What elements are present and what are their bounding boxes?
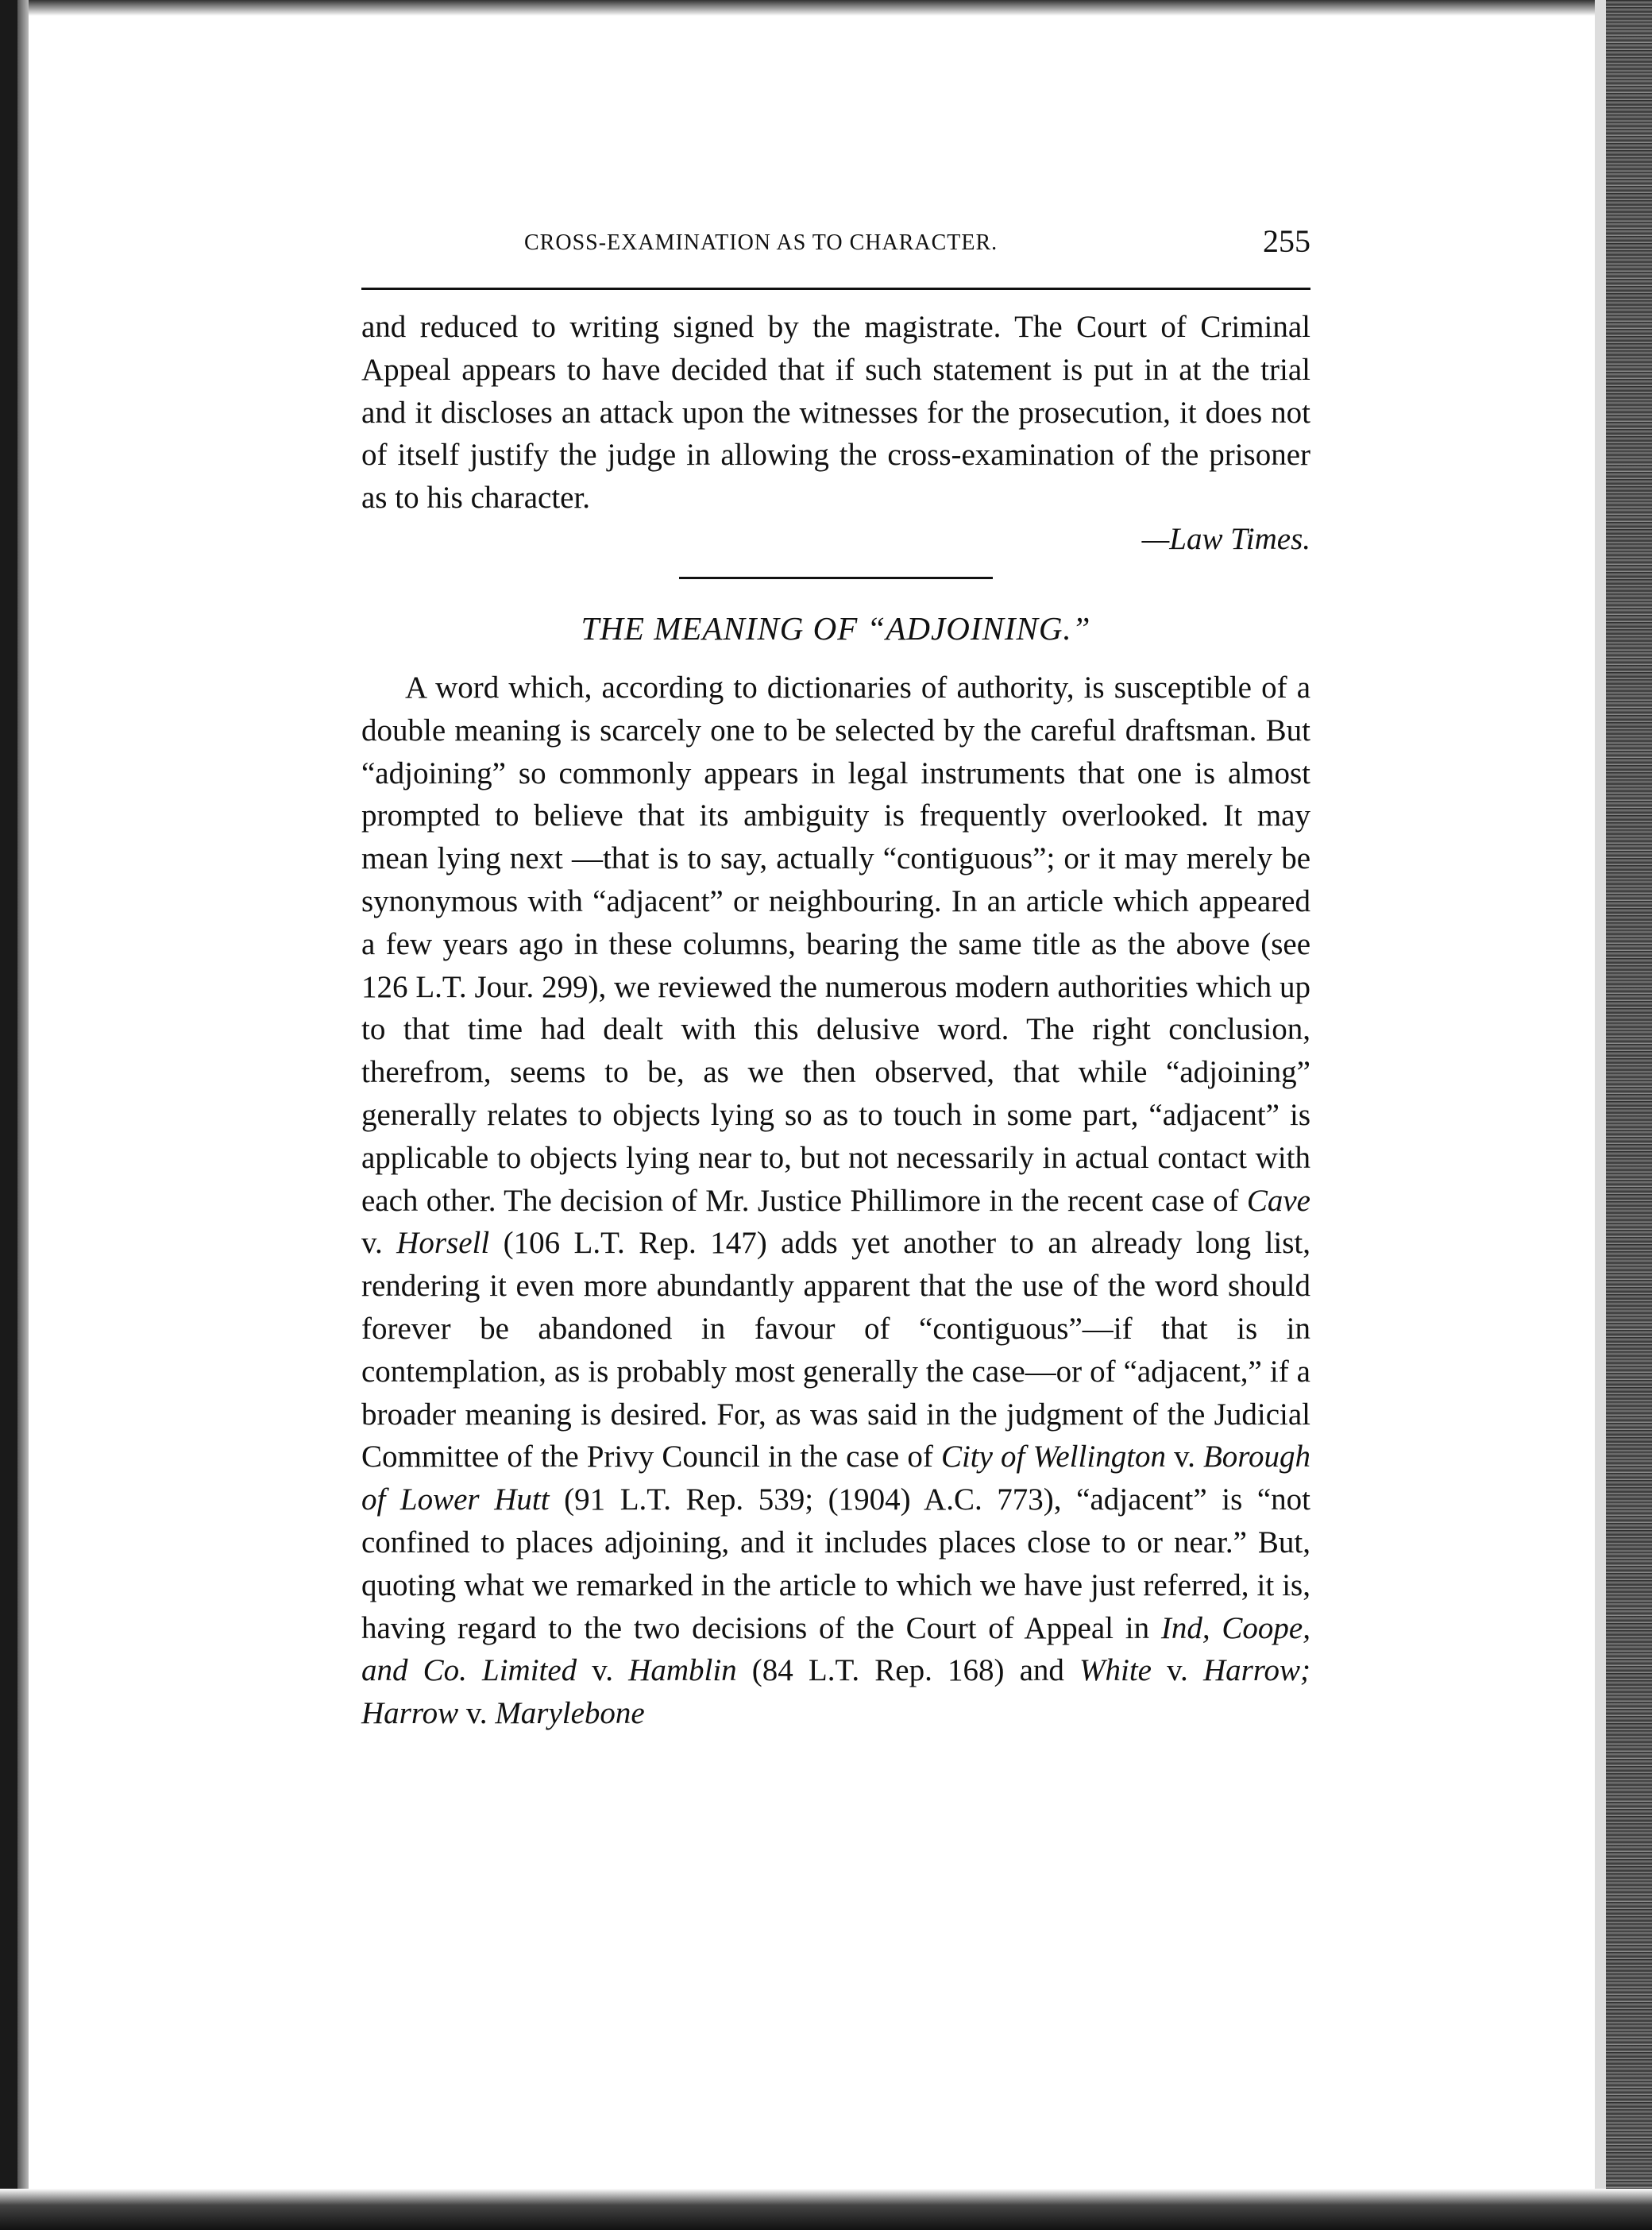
scan-border-bottom bbox=[0, 2189, 1652, 2230]
case-name: Cave bbox=[1246, 1183, 1310, 1218]
case-name: White bbox=[1079, 1653, 1152, 1688]
body-text: v. bbox=[458, 1696, 496, 1731]
case-name: Ind, Coope, and Co. Limited bbox=[361, 1610, 1310, 1688]
case-name: Hamblin bbox=[628, 1653, 737, 1688]
body-text: A word which, according to dictionaries of authority, is susceptible of a double meaning is scarcely one to be selected by the careful draftsman. But “adjoining” so commonly appears in legal instruments that one is almost prompted to believe that its ambiguity is frequently overlooked. It may mean lying next —that is to say, actually “contiguous”; or it may merely be synonymous with “adjacent” or neighbouring. In an article which appeared a few years ago in these columns, bearing the same title as the above (see 126 L.T. Jour. 299), we reviewed the numerous modern authorities which up to that time had dealt with this delusive word. The right conclusion, therefrom, seems to be, as we then observed, that while “adjoining” generally relates to objects lying so as to touch in some part, “adjacent” is applicable to objects lying near to, but not necessarily in actual contact with each other. The decision of Mr. Justice Phillimore in the recent case of bbox=[361, 670, 1310, 1218]
continued-paragraph: and reduced to writing signed by the magistrate. The Court of Criminal Appeal appears to have decided that if such statement is put in at the trial and it discloses an attack upon the witnesses for the prosecution, it does not of itself justify the judge in allowing the cross-examination of the prisoner as to his character. bbox=[361, 310, 1310, 516]
body-text: v. bbox=[361, 1226, 397, 1261]
book-page bbox=[361, 222, 1310, 1735]
case-name: Borough of Lower Hutt bbox=[361, 1440, 1311, 1517]
scan-border-top bbox=[0, 0, 1652, 16]
scan-border-left bbox=[0, 0, 17, 2230]
body-text: v. bbox=[1166, 1440, 1203, 1474]
scan-border-left-shadow bbox=[17, 0, 29, 2230]
running-title: CROSS-EXAMINATION AS TO CHARACTER. bbox=[524, 230, 998, 255]
running-header bbox=[361, 222, 1310, 270]
section-separator bbox=[679, 577, 993, 579]
case-name: City of Wellington bbox=[940, 1440, 1167, 1474]
article-title: THE MEANING OF “ADJOINING.” bbox=[581, 609, 1091, 647]
case-name: Harrow; Harrow bbox=[361, 1653, 1311, 1731]
case-name: Marylebone bbox=[495, 1696, 645, 1731]
page-number: 255 bbox=[1263, 223, 1310, 259]
source-attribution: —Law Times. bbox=[1141, 521, 1310, 556]
header-rule bbox=[361, 288, 1310, 290]
article-body bbox=[361, 667, 1310, 1735]
body-text: (84 L.T. Rep. 168) and bbox=[736, 1653, 1079, 1688]
scan-border-right bbox=[1606, 0, 1652, 2230]
body-text: (91 L.T. Rep. 539; (1904) A.C. 773), “adjacent” is “not confined to places adjoining, and it includes places close to or near.” But, quoting what we remarked in the article to which we have just referred, it is, having regard to the two decisions of the Court of Appeal in bbox=[361, 1482, 1310, 1645]
case-name: Horsell bbox=[396, 1226, 490, 1261]
scan-border-right-edge bbox=[1595, 0, 1606, 2230]
body-text: v. bbox=[1151, 1653, 1203, 1688]
body-text: v. bbox=[577, 1653, 629, 1688]
body-text: (106 L.T. Rep. 147) adds yet another to an already long list, rendering it even more abundantly apparent that the use of the word should forever be abandoned in favour of “contiguous”—if that is in contemplation, as is probably most generally the case—or of “adjacent,” if a broader meaning is desired. For, as was said in the judgment of the Judicial Committee of the Privy Council in the case of bbox=[361, 1226, 1311, 1474]
